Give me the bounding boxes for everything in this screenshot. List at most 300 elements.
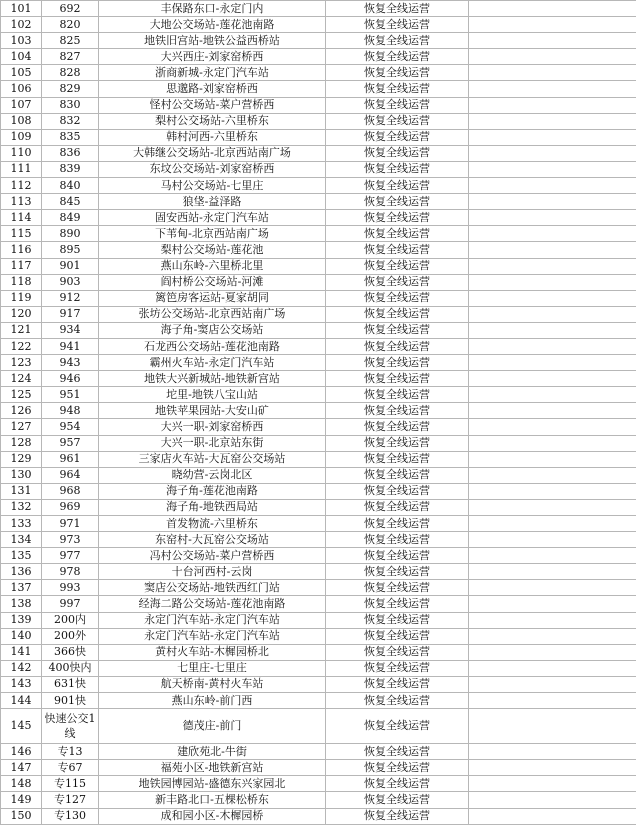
table-row [1, 580, 636, 596]
route-cell: 820 [42, 17, 99, 33]
status-cell: 恢复全线运营 [326, 403, 469, 419]
note-cell [469, 419, 636, 435]
table-row [1, 194, 636, 210]
status-cell: 恢复全线运营 [326, 628, 469, 644]
route-cell: 200内 [42, 612, 99, 628]
route-cell: 专67 [42, 760, 99, 776]
row-number-cell: 101 [1, 1, 42, 17]
route-cell: 948 [42, 403, 99, 419]
table-row [1, 371, 636, 387]
row-number-cell: 133 [1, 516, 42, 532]
terminals-cell: 永定门汽车站-永定门汽车站 [99, 628, 326, 644]
route-cell: 993 [42, 580, 99, 596]
status-cell: 恢复全线运营 [326, 499, 469, 515]
table-row [1, 532, 636, 548]
row-number-cell: 121 [1, 322, 42, 338]
status-cell: 恢复全线运营 [326, 306, 469, 322]
terminals-cell: 七里庄-七里庄 [99, 660, 326, 676]
terminals-cell: 梨村公交场站-六里桥东 [99, 113, 326, 129]
terminals-cell: 新丰路北口-五棵松桥东 [99, 792, 326, 808]
row-number-cell: 144 [1, 693, 42, 709]
row-number-cell: 116 [1, 242, 42, 258]
status-cell: 恢复全线运营 [326, 548, 469, 564]
status-cell: 恢复全线运营 [326, 226, 469, 242]
note-cell [469, 676, 636, 692]
table-row [1, 792, 636, 808]
status-cell: 恢复全线运营 [326, 693, 469, 709]
status-cell: 恢复全线运营 [326, 792, 469, 808]
route-cell: 997 [42, 596, 99, 612]
route-cell: 971 [42, 516, 99, 532]
route-cell: 828 [42, 65, 99, 81]
status-cell: 恢复全线运营 [326, 242, 469, 258]
row-number-cell: 125 [1, 387, 42, 403]
terminals-cell: 大兴一职-刘家窑桥西 [99, 419, 326, 435]
status-cell: 恢复全线运营 [326, 644, 469, 660]
terminals-cell: 地铁旧宫站-地铁公益西桥站 [99, 33, 326, 49]
table-row [1, 145, 636, 161]
terminals-cell: 坨里-地铁八宝山站 [99, 387, 326, 403]
route-cell: 943 [42, 355, 99, 371]
table-row [1, 387, 636, 403]
row-number-cell: 138 [1, 596, 42, 612]
route-cell: 631快 [42, 676, 99, 692]
note-cell [469, 338, 636, 354]
row-number-cell: 119 [1, 290, 42, 306]
status-cell: 恢复全线运营 [326, 1, 469, 17]
note-cell [469, 49, 636, 65]
status-cell: 恢复全线运营 [326, 419, 469, 435]
note-cell [469, 178, 636, 194]
status-cell: 恢复全线运营 [326, 808, 469, 824]
table-row [1, 49, 636, 65]
status-cell: 恢复全线运营 [326, 17, 469, 33]
status-cell: 恢复全线运营 [326, 451, 469, 467]
terminals-cell: 篱笆房客运站-夏家胡同 [99, 290, 326, 306]
route-cell: 832 [42, 113, 99, 129]
terminals-cell: 大兴西庄-刘家窑桥西 [99, 49, 326, 65]
status-cell: 恢复全线运营 [326, 210, 469, 226]
status-cell: 恢复全线运营 [326, 49, 469, 65]
note-cell [469, 1, 636, 17]
row-number-cell: 140 [1, 628, 42, 644]
status-cell: 恢复全线运营 [326, 258, 469, 274]
status-cell: 恢复全线运营 [326, 161, 469, 177]
status-cell: 恢复全线运营 [326, 483, 469, 499]
terminals-cell: 大兴一职-北京站东街 [99, 435, 326, 451]
terminals-cell: 思邈路-刘家窑桥西 [99, 81, 326, 97]
route-cell: 366快 [42, 644, 99, 660]
note-cell [469, 306, 636, 322]
row-number-cell: 141 [1, 644, 42, 660]
terminals-cell: 海子角-地铁西局站 [99, 499, 326, 515]
terminals-cell: 马村公交场站-七里庄 [99, 178, 326, 194]
table-row [1, 516, 636, 532]
route-cell: 829 [42, 81, 99, 97]
note-cell [469, 532, 636, 548]
note-cell [469, 483, 636, 499]
note-cell [469, 580, 636, 596]
route-cell: 969 [42, 499, 99, 515]
note-cell [469, 660, 636, 676]
status-cell: 恢复全线运营 [326, 290, 469, 306]
terminals-cell: 狼垡-益泽路 [99, 194, 326, 210]
table-row [1, 338, 636, 354]
route-cell: 973 [42, 532, 99, 548]
row-number-cell: 148 [1, 776, 42, 792]
note-cell [469, 355, 636, 371]
note-cell [469, 274, 636, 290]
table-row [1, 628, 636, 644]
status-cell: 恢复全线运营 [326, 129, 469, 145]
row-number-cell: 109 [1, 129, 42, 145]
row-number-cell: 147 [1, 760, 42, 776]
status-cell: 恢复全线运营 [326, 776, 469, 792]
route-cell: 978 [42, 564, 99, 580]
terminals-cell: 浙商新城-永定门汽车站 [99, 65, 326, 81]
route-cell: 901 [42, 258, 99, 274]
table-row [1, 355, 636, 371]
row-number-cell: 124 [1, 371, 42, 387]
row-number-cell: 105 [1, 65, 42, 81]
note-cell [469, 161, 636, 177]
route-cell: 968 [42, 483, 99, 499]
terminals-cell: 梨村公交场站-莲花池 [99, 242, 326, 258]
status-cell: 恢复全线运营 [326, 564, 469, 580]
terminals-cell: 燕山东岭-六里桥北里 [99, 258, 326, 274]
status-cell: 恢复全线运营 [326, 612, 469, 628]
route-cell: 840 [42, 178, 99, 194]
terminals-cell: 窦店公交场站-地铁西红门站 [99, 580, 326, 596]
row-number-cell: 145 [1, 709, 42, 744]
table-row [1, 306, 636, 322]
table-row [1, 161, 636, 177]
table-row [1, 612, 636, 628]
row-number-cell: 149 [1, 792, 42, 808]
table-row [1, 693, 636, 709]
table-row [1, 499, 636, 515]
route-cell: 827 [42, 49, 99, 65]
route-cell: 954 [42, 419, 99, 435]
row-number-cell: 143 [1, 676, 42, 692]
note-cell [469, 97, 636, 113]
route-cell: 200外 [42, 628, 99, 644]
status-cell: 恢复全线运营 [326, 676, 469, 692]
status-cell: 恢复全线运营 [326, 355, 469, 371]
row-number-cell: 108 [1, 113, 42, 129]
row-number-cell: 134 [1, 532, 42, 548]
route-cell: 912 [42, 290, 99, 306]
table-row [1, 1, 636, 17]
terminals-cell: 晓幼营-云岗北区 [99, 467, 326, 483]
note-cell [469, 709, 636, 744]
status-cell: 恢复全线运营 [326, 371, 469, 387]
status-cell: 恢复全线运营 [326, 274, 469, 290]
status-cell: 恢复全线运营 [326, 532, 469, 548]
terminals-cell: 永定门汽车站-永定门汽车站 [99, 612, 326, 628]
terminals-cell: 三家店火车站-大瓦窑公交场站 [99, 451, 326, 467]
status-cell: 恢复全线运营 [326, 194, 469, 210]
status-cell: 恢复全线运营 [326, 33, 469, 49]
route-cell: 903 [42, 274, 99, 290]
table-row [1, 709, 636, 744]
note-cell [469, 792, 636, 808]
table-row [1, 274, 636, 290]
row-number-cell: 107 [1, 97, 42, 113]
row-number-cell: 128 [1, 435, 42, 451]
status-cell: 恢复全线运营 [326, 744, 469, 760]
row-number-cell: 117 [1, 258, 42, 274]
row-number-cell: 150 [1, 808, 42, 824]
row-number-cell: 135 [1, 548, 42, 564]
row-number-cell: 102 [1, 17, 42, 33]
terminals-cell: 丰保路东口-永定门内 [99, 1, 326, 17]
route-cell: 941 [42, 338, 99, 354]
row-number-cell: 111 [1, 161, 42, 177]
table-row [1, 564, 636, 580]
route-cell: 692 [42, 1, 99, 17]
row-number-cell: 131 [1, 483, 42, 499]
row-number-cell: 120 [1, 306, 42, 322]
note-cell [469, 81, 636, 97]
terminals-cell: 建欣苑北-牛街 [99, 744, 326, 760]
row-number-cell: 142 [1, 660, 42, 676]
table-row [1, 33, 636, 49]
row-number-cell: 137 [1, 580, 42, 596]
note-cell [469, 499, 636, 515]
terminals-cell: 东窑村-大瓦窑公交场站 [99, 532, 326, 548]
note-cell [469, 435, 636, 451]
route-cell: 839 [42, 161, 99, 177]
note-cell [469, 467, 636, 483]
row-number-cell: 114 [1, 210, 42, 226]
status-cell: 恢复全线运营 [326, 81, 469, 97]
terminals-cell: 成和园小区-木樨园桥 [99, 808, 326, 824]
terminals-cell: 地铁园博园站-盛德东兴家园北 [99, 776, 326, 792]
status-cell: 恢复全线运营 [326, 145, 469, 161]
row-number-cell: 103 [1, 33, 42, 49]
terminals-cell: 韩村河西-六里桥东 [99, 129, 326, 145]
note-cell [469, 17, 636, 33]
terminals-cell: 冯村公交场站-菜户营桥西 [99, 548, 326, 564]
route-cell: 951 [42, 387, 99, 403]
note-cell [469, 113, 636, 129]
table-row [1, 596, 636, 612]
note-cell [469, 210, 636, 226]
row-number-cell: 123 [1, 355, 42, 371]
table-row [1, 290, 636, 306]
status-cell: 恢复全线运营 [326, 97, 469, 113]
status-cell: 恢复全线运营 [326, 660, 469, 676]
route-cell: 901快 [42, 693, 99, 709]
table-row [1, 65, 636, 81]
route-cell: 849 [42, 210, 99, 226]
terminals-cell: 海子角-莲花池南路 [99, 483, 326, 499]
table-row [1, 760, 636, 776]
route-cell: 830 [42, 97, 99, 113]
note-cell [469, 145, 636, 161]
route-cell: 835 [42, 129, 99, 145]
table-row [1, 258, 636, 274]
route-cell: 快速公交1线 [42, 709, 99, 744]
note-cell [469, 693, 636, 709]
terminals-cell: 黄村火车站-木樨园桥北 [99, 644, 326, 660]
table-row [1, 467, 636, 483]
terminals-cell: 阎村桥公交场站-河滩 [99, 274, 326, 290]
terminals-cell: 下苇甸-北京西站南广场 [99, 226, 326, 242]
route-cell: 890 [42, 226, 99, 242]
table-row [1, 660, 636, 676]
route-cell: 专127 [42, 792, 99, 808]
status-cell: 恢复全线运营 [326, 178, 469, 194]
table-row [1, 676, 636, 692]
row-number-cell: 146 [1, 744, 42, 760]
note-cell [469, 242, 636, 258]
note-cell [469, 548, 636, 564]
note-cell [469, 644, 636, 660]
route-cell: 845 [42, 194, 99, 210]
row-number-cell: 112 [1, 178, 42, 194]
route-cell: 977 [42, 548, 99, 564]
status-cell: 恢复全线运营 [326, 760, 469, 776]
note-cell [469, 258, 636, 274]
terminals-cell: 地铁大兴新城站-地铁新宫站 [99, 371, 326, 387]
note-cell [469, 628, 636, 644]
table-row [1, 744, 636, 760]
table-row [1, 483, 636, 499]
table-row [1, 178, 636, 194]
terminals-cell: 张坊公交场站-北京西站南广场 [99, 306, 326, 322]
table-row [1, 17, 636, 33]
route-cell: 964 [42, 467, 99, 483]
note-cell [469, 451, 636, 467]
note-cell [469, 612, 636, 628]
row-number-cell: 118 [1, 274, 42, 290]
terminals-cell: 固安西站-永定门汽车站 [99, 210, 326, 226]
row-number-cell: 126 [1, 403, 42, 419]
route-cell: 专13 [42, 744, 99, 760]
table-row [1, 242, 636, 258]
terminals-cell: 航天桥南-黄村火车站 [99, 676, 326, 692]
terminals-cell: 经海二路公交场站-莲花池南路 [99, 596, 326, 612]
note-cell [469, 776, 636, 792]
status-cell: 恢复全线运营 [326, 322, 469, 338]
route-cell: 934 [42, 322, 99, 338]
note-cell [469, 744, 636, 760]
status-cell: 恢复全线运营 [326, 580, 469, 596]
status-cell: 恢复全线运营 [326, 338, 469, 354]
route-cell: 961 [42, 451, 99, 467]
row-number-cell: 104 [1, 49, 42, 65]
terminals-cell: 大地公交场站-莲花池南路 [99, 17, 326, 33]
row-number-cell: 130 [1, 467, 42, 483]
note-cell [469, 290, 636, 306]
note-cell [469, 387, 636, 403]
note-cell [469, 564, 636, 580]
terminals-cell: 燕山东岭-前门西 [99, 693, 326, 709]
terminals-cell: 首发物流-六里桥东 [99, 516, 326, 532]
route-cell: 专130 [42, 808, 99, 824]
status-cell: 恢复全线运营 [326, 516, 469, 532]
route-cell: 957 [42, 435, 99, 451]
note-cell [469, 194, 636, 210]
terminals-cell: 大韩继公交场站-北京西站南广场 [99, 145, 326, 161]
terminals-cell: 海子角-窦店公交场站 [99, 322, 326, 338]
status-cell: 恢复全线运营 [326, 709, 469, 744]
status-cell: 恢复全线运营 [326, 467, 469, 483]
table-row [1, 451, 636, 467]
route-cell: 917 [42, 306, 99, 322]
route-cell: 836 [42, 145, 99, 161]
note-cell [469, 403, 636, 419]
status-cell: 恢复全线运营 [326, 387, 469, 403]
table-row [1, 322, 636, 338]
table-row [1, 81, 636, 97]
note-cell [469, 808, 636, 824]
note-cell [469, 371, 636, 387]
table-row [1, 548, 636, 564]
note-cell [469, 129, 636, 145]
table-row [1, 129, 636, 145]
route-cell: 825 [42, 33, 99, 49]
row-number-cell: 136 [1, 564, 42, 580]
row-number-cell: 129 [1, 451, 42, 467]
note-cell [469, 760, 636, 776]
terminals-cell: 东坟公交场站-刘家窑桥西 [99, 161, 326, 177]
table-row [1, 226, 636, 242]
status-cell: 恢复全线运营 [326, 65, 469, 81]
terminals-cell: 福苑小区-地铁新宫站 [99, 760, 326, 776]
terminals-cell: 地铁苹果园站-大安山矿 [99, 403, 326, 419]
table-row [1, 113, 636, 129]
terminals-cell: 石龙西公交场站-莲花池南路 [99, 338, 326, 354]
table-row [1, 808, 636, 824]
note-cell [469, 65, 636, 81]
row-number-cell: 106 [1, 81, 42, 97]
route-cell: 专115 [42, 776, 99, 792]
table-row [1, 419, 636, 435]
note-cell [469, 33, 636, 49]
route-cell: 400快内 [42, 660, 99, 676]
note-cell [469, 516, 636, 532]
table-row [1, 97, 636, 113]
table-row [1, 210, 636, 226]
row-number-cell: 127 [1, 419, 42, 435]
row-number-cell: 113 [1, 194, 42, 210]
row-number-cell: 132 [1, 499, 42, 515]
terminals-cell: 怪村公交场站-菜户营桥西 [99, 97, 326, 113]
table-row [1, 435, 636, 451]
row-number-cell: 122 [1, 338, 42, 354]
row-number-cell: 115 [1, 226, 42, 242]
note-cell [469, 226, 636, 242]
row-number-cell: 110 [1, 145, 42, 161]
note-cell [469, 322, 636, 338]
route-cell: 946 [42, 371, 99, 387]
note-cell [469, 596, 636, 612]
terminals-cell: 十台河西村-云岗 [99, 564, 326, 580]
status-cell: 恢复全线运营 [326, 596, 469, 612]
table-row [1, 644, 636, 660]
table-row [1, 776, 636, 792]
row-number-cell: 139 [1, 612, 42, 628]
terminals-cell: 德茂庄-前门 [99, 709, 326, 744]
status-cell: 恢复全线运营 [326, 113, 469, 129]
table-body [1, 1, 636, 825]
status-cell: 恢复全线运营 [326, 435, 469, 451]
table-row [1, 403, 636, 419]
terminals-cell: 霸州火车站-永定门汽车站 [99, 355, 326, 371]
